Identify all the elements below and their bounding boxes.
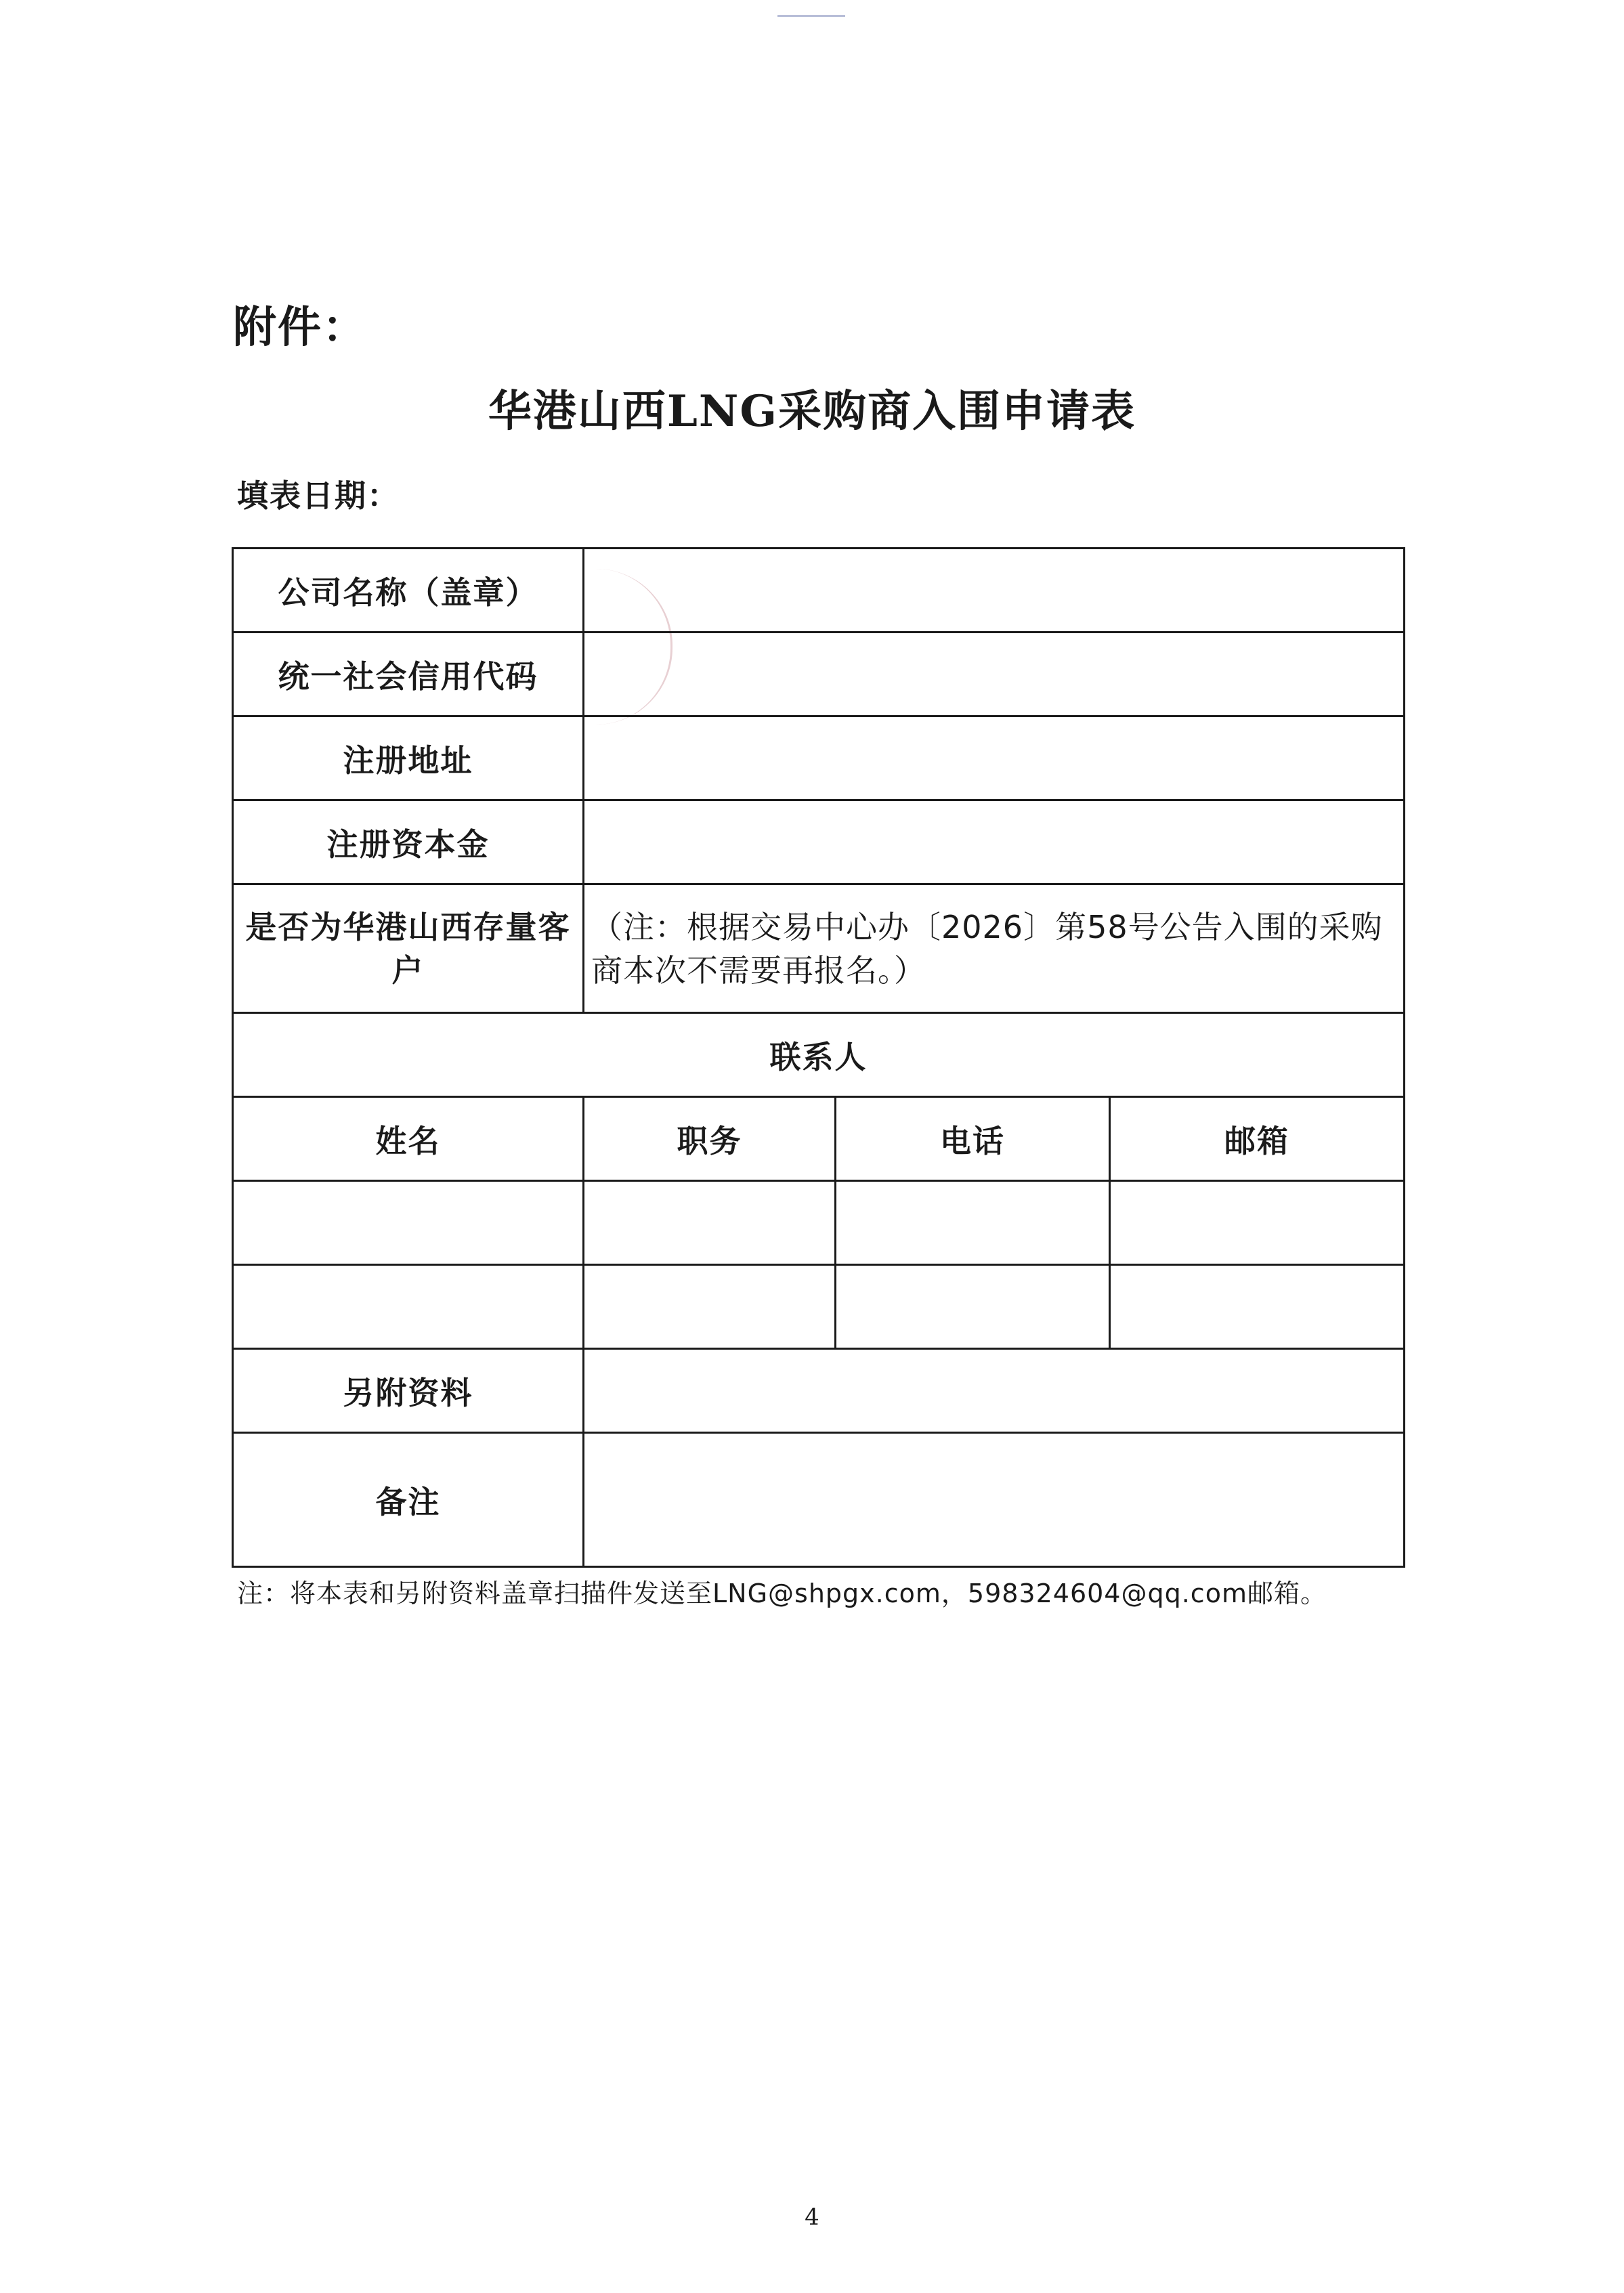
contact-row-2 xyxy=(233,1265,1405,1349)
contact-col-phone: 电话 xyxy=(836,1097,1110,1181)
existing-customer-label: 是否为华港山西存量客户 xyxy=(233,884,584,1013)
credit-code-label: 统一社会信用代码 xyxy=(233,633,584,716)
company-name-label: 公司名称（盖章） xyxy=(233,549,584,633)
contact-1-name-field[interactable] xyxy=(233,1181,584,1265)
application-form-table xyxy=(232,547,1405,1568)
form-row-attachments xyxy=(233,1349,1405,1433)
attachment-label: 附件： xyxy=(233,303,367,353)
page-number: 4 xyxy=(805,2204,819,2231)
form-row-company-name xyxy=(233,549,1405,633)
fill-date-label: 填表日期： xyxy=(237,477,400,514)
footer-note: 注：将本表和另附资料盖章扫描件发送至LNG@shpgx.com，598324604@qq.com邮箱。 xyxy=(237,1579,1327,1608)
registered-address-label: 注册地址 xyxy=(233,716,584,800)
credit-code-field[interactable] xyxy=(584,633,1405,716)
scan-mark xyxy=(777,15,845,17)
form-row-existing-customer xyxy=(233,884,1405,1013)
contact-col-position: 职务 xyxy=(584,1097,836,1181)
form-row-registered-address xyxy=(233,716,1405,800)
registered-address-field[interactable] xyxy=(584,716,1405,800)
contact-col-email: 邮箱 xyxy=(1110,1097,1405,1181)
attachments-label: 另附资料 xyxy=(233,1349,584,1433)
company-name-field[interactable] xyxy=(584,549,1405,633)
contact-1-email-field[interactable] xyxy=(1110,1181,1405,1265)
form-row-credit-code xyxy=(233,633,1405,716)
attachments-field[interactable] xyxy=(584,1349,1405,1433)
form-row-remarks xyxy=(233,1433,1405,1567)
page-title: 华港山西LNG采购商入围申请表 xyxy=(488,386,1136,437)
form-row-registered-capital xyxy=(233,800,1405,884)
registered-capital-label: 注册资本金 xyxy=(233,800,584,884)
contact-header-row xyxy=(233,1097,1405,1181)
contact-2-phone-field[interactable] xyxy=(836,1265,1110,1349)
existing-customer-note: （注：根据交易中心办〔2026〕第58号公告入围的采购商本次不需要再报名。） xyxy=(584,884,1405,1013)
contact-section-label: 联系人 xyxy=(233,1013,1405,1097)
form-row-contact-section xyxy=(233,1013,1405,1097)
remarks-label: 备注 xyxy=(233,1433,584,1567)
contact-2-email-field[interactable] xyxy=(1110,1265,1405,1349)
registered-capital-field[interactable] xyxy=(584,800,1405,884)
contact-1-position-field[interactable] xyxy=(584,1181,836,1265)
remarks-field[interactable] xyxy=(584,1433,1405,1567)
contact-2-name-field[interactable] xyxy=(233,1265,584,1349)
contact-1-phone-field[interactable] xyxy=(836,1181,1110,1265)
contact-row-1 xyxy=(233,1181,1405,1265)
contact-col-name: 姓名 xyxy=(233,1097,584,1181)
contact-2-position-field[interactable] xyxy=(584,1265,836,1349)
